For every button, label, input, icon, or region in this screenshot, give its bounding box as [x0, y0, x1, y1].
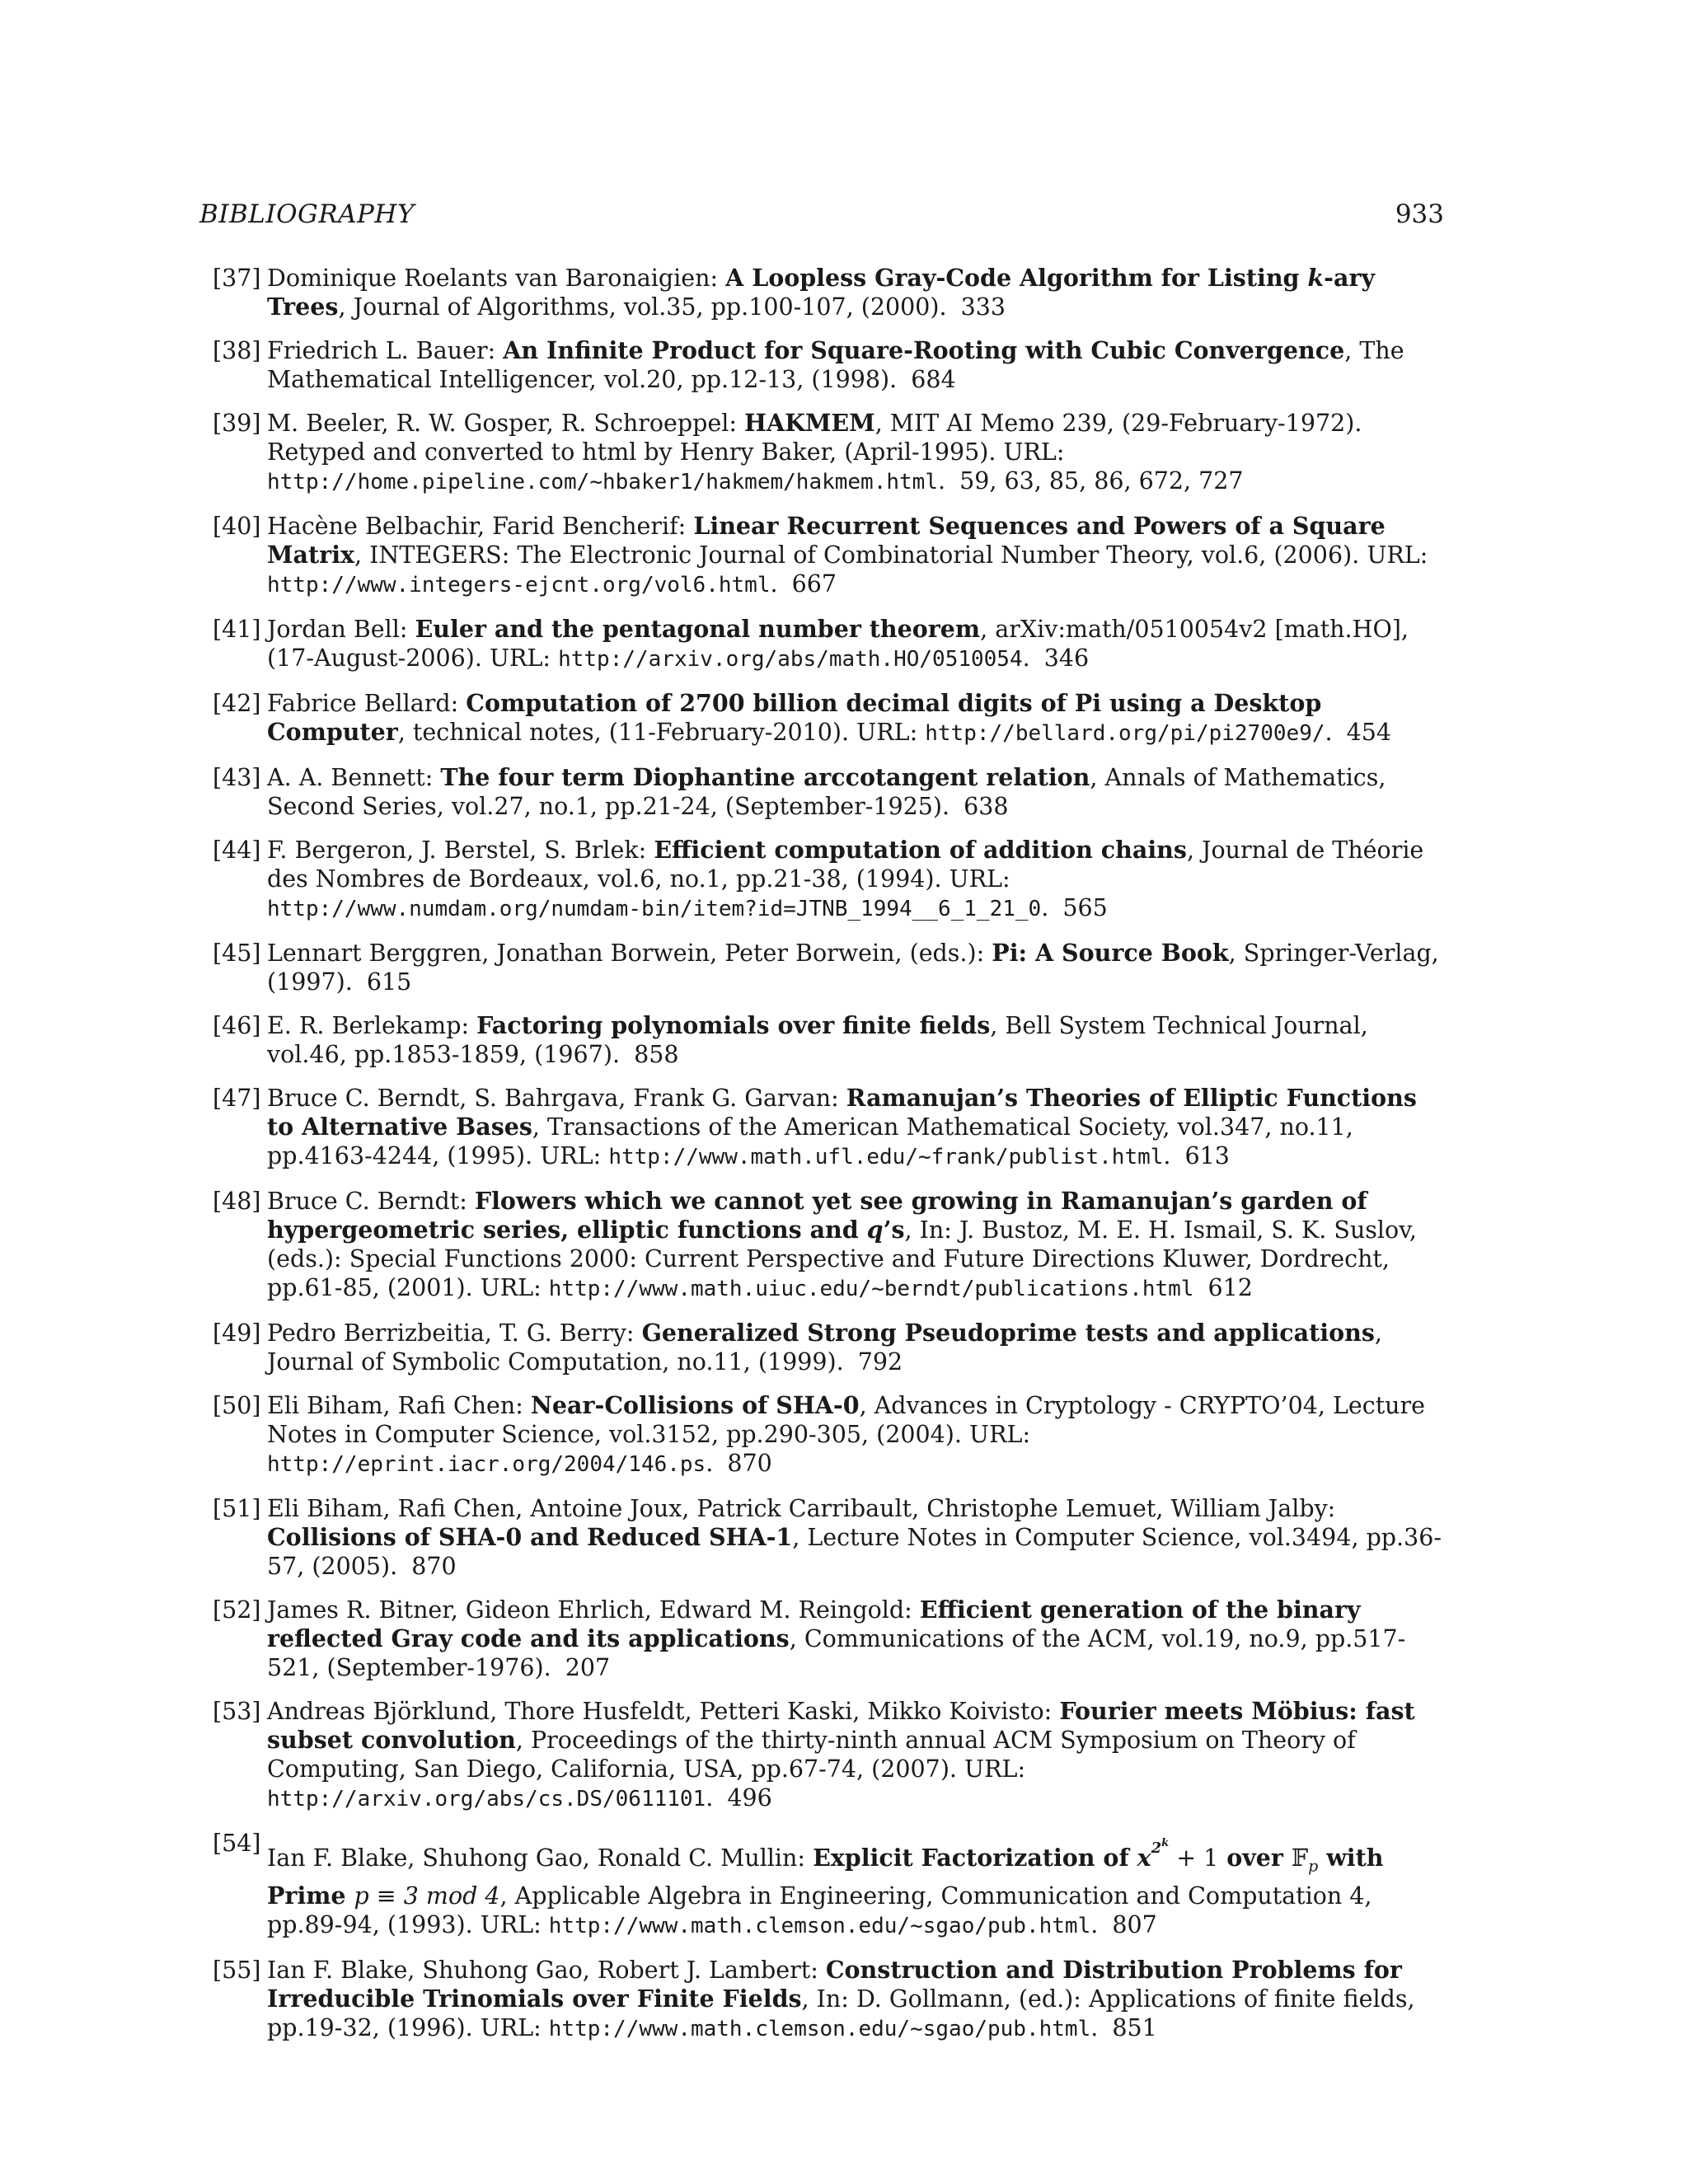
reference-title: Flowers which we cannot yet see growing in Ramanujan’s garden of hypergeometric series, elliptic functions and q’s [267, 1187, 1367, 1244]
reference-backref-pages[interactable]: 667 [791, 570, 837, 598]
reference-details: , Springer-Verlag, (1997). [267, 940, 1439, 996]
reference-entry [199, 1187, 1444, 1304]
reference-label: [53] [213, 1698, 261, 1725]
reference-label: [48] [213, 1188, 261, 1215]
reference-title: Near-Collisions of SHA-0 [530, 1391, 860, 1419]
reference-backref-pages[interactable]: 807 [1112, 1910, 1157, 1938]
reference-entry: [44] F. Bergeron, J. Berstel, S. Brlek: Efficient computation of addition chains, Journal de Théorie des Nombres de Bordeaux, vol.6, no.1, pp.21-38, (1994). URL: http://www.numdam.org/numdam-bin/item?id=JTNB_1994__6_1_21_0. 565 [213, 836, 1424, 921]
reference-details: , INTEGERS: The Electronic Journal of Combinatorial Number Theory, vol.6, (2006). URL: [354, 541, 1428, 569]
reference-details: , Lecture Notes in Computer Science, vol.3494, pp.36-57, (2005). [267, 1524, 1442, 1580]
reference-details: , Applicable Algebra in Engineering, Communication and Computation 4, pp.89-94, (1993). URL: [267, 1882, 1372, 1938]
reference-details: , Advances in Cryptology - CRYPTO’04, Lecture Notes in Computer Science, vol.3152, pp.290-305, (2004). URL: [267, 1392, 1426, 1448]
reference-title: Construction and Distribution Problems for Irreducible Trinomials over Finite Fields [267, 1955, 1402, 2013]
reference-title: HAKMEM [744, 409, 875, 437]
reference-title: Factoring polynomials over finite fields [476, 1011, 991, 1039]
reference-backref-pages[interactable]: 613 [1184, 1142, 1230, 1169]
reference-label: [45] [213, 940, 261, 967]
reference-title: Pi: A Source Book [992, 939, 1229, 967]
reference-entry: [39] M. Beeler, R. W. Gosper, R. Schroeppel: HAKMEM, MIT AI Memo 239, (29-February-1972). Retyped and converted to html by Henry Baker, (April-1995). URL: http://home.pipeline.com/~hbaker1/hakmem/hakmem.html. 59, 63, 85, 86, 672, 727 [213, 409, 1362, 494]
page-number: 933 [1395, 199, 1444, 229]
reference-entry: [54] Ian F. Blake, Shuhong Gao, Ronald C. Mullin: Explicit Factorization of $x^{2^k} + 1$ over 𝔽$_p$ with Prime p ≡ 3 mod 4, Applicable Algebra in Engineering, Communication and Computation 4, pp.89-94, (1993). URL: http://www.math.clemson.edu/~sgao/pub.html. 807 [213, 1830, 1384, 1938]
reference-details: , Communications of the ACM, vol.19, no.9, pp.517-521, (September-1976). [267, 1625, 1406, 1681]
reference-details: , technical notes, (11-February-2010). URL: [397, 719, 926, 746]
reference-title: A Loopless Gray-Code Algorithm for Listing k-ary Trees [267, 264, 1376, 321]
reference-details: , Journal de Théorie des Nombres de Bordeaux, vol.6, no.1, pp.21-38, (1994). URL: [267, 837, 1424, 893]
reference-title: Explicit Factorization of $x^{2^k} + 1$ over 𝔽$_p$ with Prime p ≡ 3 mod 4 [267, 1837, 1384, 1910]
reference-details: , MIT AI Memo 239, (29-February-1972). Retyped and converted to html by Henry Baker, (April-1995). URL: [267, 410, 1362, 466]
reference-authors: Ian F. Blake, Shuhong Gao, Ronald C. Mullin: [267, 1844, 814, 1872]
reference-title: Efficient generation of the binary reflected Gray code and its applications [267, 1596, 1361, 1652]
reference-backref-pages[interactable]: 612 [1207, 1274, 1253, 1301]
reference-entry [199, 1596, 1444, 1682]
reference-backref-pages[interactable]: 454 [1346, 719, 1392, 746]
reference-details: , Transactions of the American Mathematical Society, vol.347, no.11, pp.4163-4244, (1995). URL: [267, 1113, 1353, 1169]
reference-entry: [47] Bruce C. Berndt, S. Bahrgava, Frank G. Garvan: Ramanujan’s Theories of Elliptic Functions to Alternative Bases, Transactions of the American Mathematical Society, vol.347, no.11, pp.4163-4244, (1995). URL: http://www.math.ufl.edu/~frank/publist.html. 613 [213, 1084, 1417, 1169]
reference-authors: Hacène Belbachir, Farid Bencherif: [267, 513, 694, 540]
reference-label: [37] [213, 265, 261, 292]
reference-authors: Ian F. Blake, Shuhong Gao, Robert J. Lambert: [267, 1956, 826, 1984]
reference-label: [42] [213, 690, 261, 717]
reference-details: , The Mathematical Intelligencer, vol.20, pp.12-13, (1998). [267, 337, 1404, 393]
reference-list [199, 264, 1444, 2044]
reference-label: [55] [213, 1956, 261, 1984]
reference-label: [54] [213, 1830, 261, 1857]
reference-authors: Pedro Berrizbeitia, T. G. Berry: [267, 1319, 642, 1347]
reference-details: , Bell System Technical Journal, vol.46, pp.1853-1859, (1967). [267, 1012, 1368, 1068]
reference-entry: [40] Hacène Belbachir, Farid Bencherif: Linear Recurrent Sequences and Powers of a Square Matrix, INTEGERS: The Electronic Journal of Combinatorial Number Theory, vol.6, (2006). URL: http://www.integers-ejcnt.org/vol6.html. 667 [213, 512, 1428, 598]
reference-backref-pages[interactable]: 496 [727, 1784, 772, 1811]
reference-backref-pages[interactable]: 59, 63, 85, 86, 672, 727 [959, 467, 1244, 494]
reference-url-link[interactable]: http://www.math.ufl.edu/~frank/publist.html [608, 1145, 1164, 1169]
reference-title: Fourier meets Möbius: fast subset convolution [267, 1697, 1415, 1754]
reference-details: , Annals of Mathematics, Second Series, vol.27, no.1, pp.21-24, (September-1925). [267, 764, 1386, 820]
reference-entry [199, 763, 1444, 821]
reference-title: Efficient computation of addition chains [654, 836, 1187, 864]
reference-title: Collisions of SHA-0 and Reduced SHA-1 [267, 1523, 793, 1551]
reference-authors: Lennart Berggren, Jonathan Borwein, Peter Borwein, (eds.): [267, 940, 992, 967]
reference-entry [199, 264, 1444, 321]
running-title: BIBLIOGRAPHY [199, 199, 415, 229]
reference-entry: [55] Ian F. Blake, Shuhong Gao, Robert J. Lambert: Construction and Distribution Problems for Irreducible Trinomials over Finite Fields, In: D. Gollmann, (ed.): Applications of finite fields, pp.19-32, (1996). URL: http://www.math.clemson.edu/~sgao/pub.html. 851 [213, 1955, 1415, 2041]
reference-title: Euler and the pentagonal number theorem [415, 615, 981, 643]
reference-backref-pages[interactable]: 870 [411, 1553, 457, 1580]
reference-url-link[interactable]: http://home.pipeline.com/~hbaker1/hakmem/hakmem.html [267, 470, 938, 494]
reference-url-link[interactable]: http://www.math.uiuc.edu/~berndt/publications.html [548, 1277, 1194, 1301]
reference-backref-pages[interactable]: 858 [634, 1041, 679, 1068]
reference-title: An Infinite Product for Square-Rooting with Cubic Convergence [503, 336, 1345, 364]
reference-entry: [41] Jordan Bell: Euler and the pentagonal number theorem, arXiv:math/0510054v2 [math.HO], (17-August-2006). URL: http://arxiv.org/abs/math.HO/0510054. 346 [213, 615, 1409, 672]
reference-authors: Bruce C. Berndt, S. Bahrgava, Frank G. Garvan: [267, 1085, 846, 1112]
reference-backref-pages[interactable]: 565 [1062, 894, 1108, 921]
reference-authors: James R. Bitner, Gideon Ehrlich, Edward M. Reingold: [267, 1596, 920, 1624]
reference-url-link[interactable]: http://eprint.iacr.org/2004/146.ps [267, 1452, 706, 1477]
reference-label: [43] [213, 764, 261, 791]
reference-url-link[interactable]: http://bellard.org/pi/pi2700e9/ [925, 721, 1325, 746]
reference-url-link[interactable]: http://arxiv.org/abs/math.HO/0510054 [558, 647, 1023, 672]
reference-authors: A. A. Bennett: [267, 764, 441, 791]
reference-authors: Andreas Björklund, Thore Husfeldt, Petteri Kaski, Mikko Koivisto: [267, 1698, 1060, 1725]
reference-title: Linear Recurrent Sequences and Powers of a Square Matrix [267, 512, 1386, 569]
reference-label: [40] [213, 513, 261, 540]
reference-backref-pages[interactable]: 870 [727, 1450, 772, 1477]
reference-url-link[interactable]: http://arxiv.org/abs/cs.DS/0611101 [267, 1787, 706, 1811]
reference-entry [199, 1319, 1444, 1376]
reference-label: [51] [213, 1495, 261, 1522]
reference-url-link[interactable]: http://www.math.clemson.edu/~sgao/pub.html [548, 1913, 1091, 1938]
reference-details: , In: J. Bustoz, M. E. H. Ismail, S. K. Suslov, (eds.): Special Functions 2000: Current Perspective and Future Directions Kluwer, Dordrecht, pp.61-85, (2001). URL: [267, 1216, 1417, 1301]
reference-entry [199, 1494, 1444, 1581]
reference-details: , Journal of Algorithms, vol.35, pp.100-107, (2000). [338, 293, 947, 321]
reference-label: [52] [213, 1596, 261, 1624]
reference-details: , arXiv:math/0510054v2 [math.HO], (17-August-2006). URL: [267, 616, 1409, 672]
reference-title: The four term Diophantine arccotangent relation [440, 763, 1090, 791]
reference-url-link[interactable]: http://www.math.clemson.edu/~sgao/pub.html [548, 2016, 1091, 2041]
reference-backref-pages[interactable]: 615 [366, 968, 412, 996]
math-expression: $x^{2^k} + 1$ [1137, 1837, 1219, 1872]
running-head [199, 198, 1444, 231]
reference-title: Generalized Strong Pseudoprime tests and applications [641, 1319, 1375, 1347]
reference-backref-pages[interactable]: 792 [857, 1348, 903, 1376]
reference-label: [39] [213, 410, 261, 437]
reference-label: [38] [213, 337, 261, 364]
reference-label: [41] [213, 616, 261, 643]
reference-authors: F. Bergeron, J. Berstel, S. Brlek: [267, 837, 654, 864]
reference-backref-pages[interactable]: 638 [964, 793, 1009, 820]
reference-url-link[interactable]: http://www.integers-ejcnt.org/vol6.html [267, 573, 771, 598]
page [199, 198, 1444, 2059]
reference-url-link[interactable]: http://www.numdam.org/numdam-bin/item?id=JTNB_1994__6_1_21_0 [267, 897, 1042, 921]
reference-details: , In: D. Gollmann, (ed.): Applications of finite fields, pp.19-32, (1996). URL: [267, 1985, 1415, 2041]
reference-backref-pages[interactable]: 684 [911, 366, 956, 393]
reference-title: Computation of 2700 billion decimal digits of Pi using a Desktop Computer [267, 689, 1322, 746]
reference-entry [199, 939, 1444, 996]
reference-authors: Dominique Roelants van Baronaigien: [267, 265, 726, 292]
reference-title: Ramanujan’s Theories of Elliptic Functions to Alternative Bases [267, 1084, 1417, 1141]
reference-authors: M. Beeler, R. W. Gosper, R. Schroeppel: [267, 410, 745, 437]
reference-label: [46] [213, 1012, 261, 1039]
reference-authors: E. R. Berlekamp: [267, 1012, 477, 1039]
reference-label: [49] [213, 1319, 261, 1347]
reference-authors: Jordan Bell: [267, 616, 415, 643]
reference-authors: Eli Biham, Rafi Chen: [267, 1392, 531, 1419]
reference-label: [44] [213, 837, 261, 864]
reference-backref-pages[interactable]: 346 [1043, 644, 1090, 672]
reference-backref-pages[interactable]: 333 [960, 293, 1006, 321]
reference-details: , Proceedings of the thirty-ninth annual ACM Symposium on Theory of Computing, San Diego, California, USA, pp.67-74, (2007). URL: [267, 1727, 1356, 1783]
reference-label: [47] [213, 1085, 261, 1112]
reference-details: , Journal of Symbolic Computation, no.11, (1999). [267, 1319, 1382, 1376]
reference-backref-pages[interactable]: 207 [565, 1654, 611, 1681]
reference-authors: Friedrich L. Bauer: [267, 337, 504, 364]
reference-entry [199, 1011, 1444, 1069]
reference-entry [199, 336, 1444, 394]
reference-entry: [53] Andreas Björklund, Thore Husfeldt, Petteri Kaski, Mikko Koivisto: Fourier meets Möbius: fast subset convolution, Proceedings of the thirty-ninth annual ACM Symposium on Theory of Computing, San Diego, California, USA, pp.67-74, (2007). URL: http://arxiv.org/abs/cs.DS/0611101. 496 [213, 1697, 1415, 1811]
reference-entry: [42] Fabrice Bellard: Computation of 2700 billion decimal digits of Pi using a Desktop Computer, technical notes, (11-February-2010). URL: http://bellard.org/pi/pi2700e9/. 454 [213, 689, 1392, 746]
reference-entry: [50] Eli Biham, Rafi Chen: Near-Collisions of SHA-0, Advances in Cryptology - CRYPTO’04, Lecture Notes in Computer Science, vol.3152, pp.290-305, (2004). URL: http://eprint.iacr.org/2004/146.ps. 870 [213, 1391, 1426, 1477]
reference-label: [50] [213, 1392, 261, 1419]
reference-authors: Eli Biham, Rafi Chen, Antoine Joux, Patrick Carribault, Christophe Lemuet, William Jalby: [267, 1495, 1336, 1522]
reference-backref-pages[interactable]: 851 [1112, 2013, 1157, 2041]
reference-authors: Fabrice Bellard: [267, 690, 467, 717]
reference-authors: Bruce C. Berndt: [267, 1188, 475, 1215]
